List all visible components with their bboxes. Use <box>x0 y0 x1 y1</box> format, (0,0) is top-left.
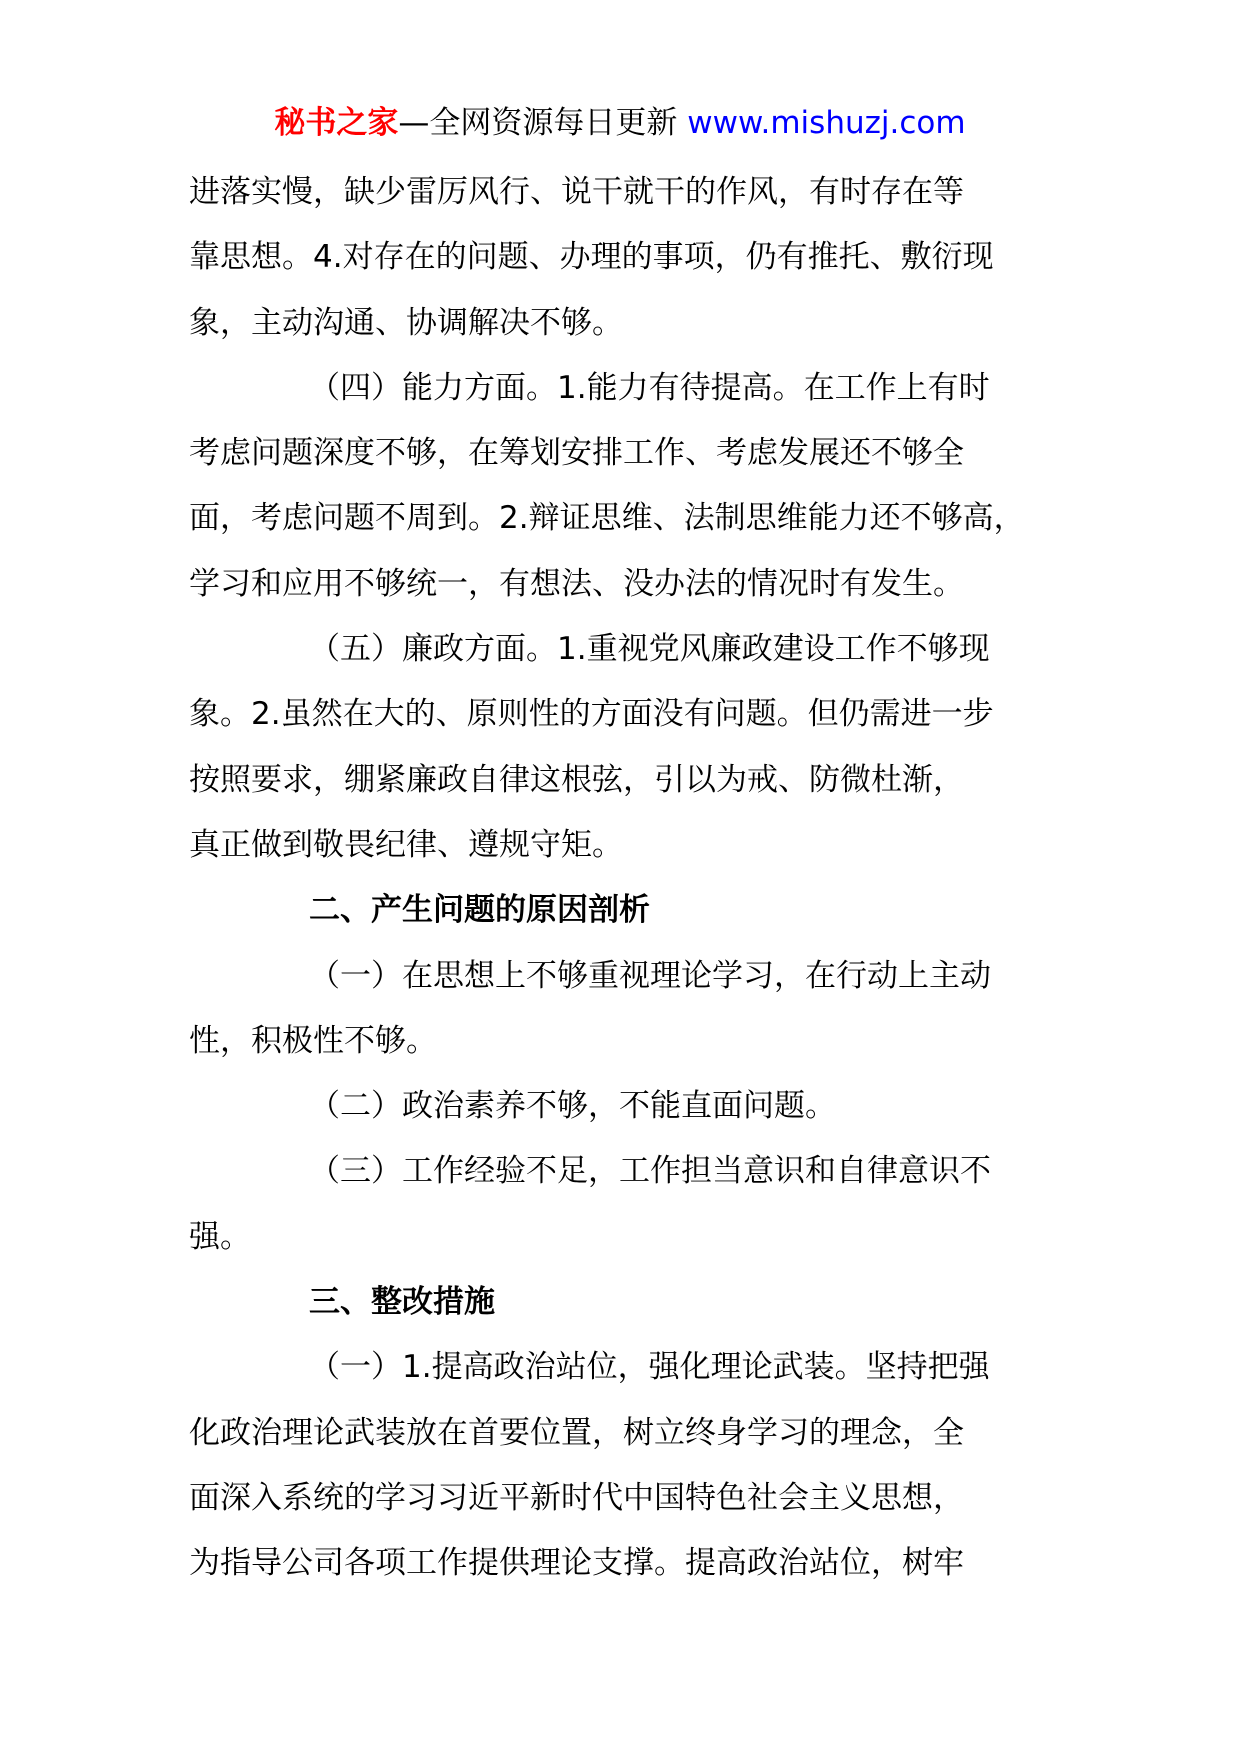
text-line: 强。 <box>189 1218 251 1255</box>
text-line: 面深入系统的学习习近平新时代中国特色社会主义思想， <box>189 1479 964 1516</box>
paragraph-start: （一）1.提高政治站位，强化理论武装。坚持把强 <box>309 1349 990 1386</box>
text-line: 性，积极性不够。 <box>189 1022 437 1059</box>
text-line: 按照要求，绷紧廉政自律这根弦，引以为戒、防微杜渐， <box>189 761 964 798</box>
paragraph-start: （三）工作经验不足，工作担当意识和自律意识不 <box>309 1153 991 1190</box>
site-slogan: —全网资源每日更新 <box>398 105 688 141</box>
text-line: 面，考虑问题不周到。2.辩证思维、法制思维能力还不够高， <box>189 500 1025 537</box>
site-brand: 秘书之家 <box>274 105 399 141</box>
text-line: 学习和应用不够统一，有想法、没办法的情况时有发生。 <box>189 565 964 602</box>
section-heading: 二、产生问题的原因剖析 <box>309 892 650 929</box>
paragraph-start: （二）政治素养不够，不能直面问题。 <box>309 1088 836 1125</box>
paragraph-start: （四）能力方面。1.能力有待提高。在工作上有时 <box>309 369 990 406</box>
paragraph-start: （五）廉政方面。1.重视党风廉政建设工作不够现 <box>309 631 990 668</box>
paragraph-start: （一）在思想上不够重视理论学习，在行动上主动 <box>309 957 991 994</box>
section-heading: 三、整改措施 <box>309 1284 495 1321</box>
site-url: www.mishuzj.com <box>687 105 966 141</box>
text-line: 象。2.虽然在大的、原则性的方面没有问题。但仍需进一步 <box>189 696 994 733</box>
text-line: 为指导公司各项工作提供理论支撑。提高政治站位，树牢 <box>189 1545 964 1582</box>
text-line: 靠思想。4.对存在的问题、办理的事项，仍有推托、敷衍现 <box>189 239 994 276</box>
text-line: 真正做到敬畏纪律、遵规守矩。 <box>189 826 623 863</box>
page-header <box>0 101 1240 145</box>
text-line: 化政治理论武装放在首要位置，树立终身学习的理念，全 <box>189 1414 964 1451</box>
text-line: 象，主动沟通、协调解决不够。 <box>189 304 623 341</box>
document-body <box>189 160 1109 1597</box>
text-line: 进落实慢，缺少雷厉风行、说干就干的作风，有时存在等 <box>189 174 964 210</box>
text-line: 考虑问题深度不够，在筹划安排工作、考虑发展还不够全 <box>189 435 964 472</box>
